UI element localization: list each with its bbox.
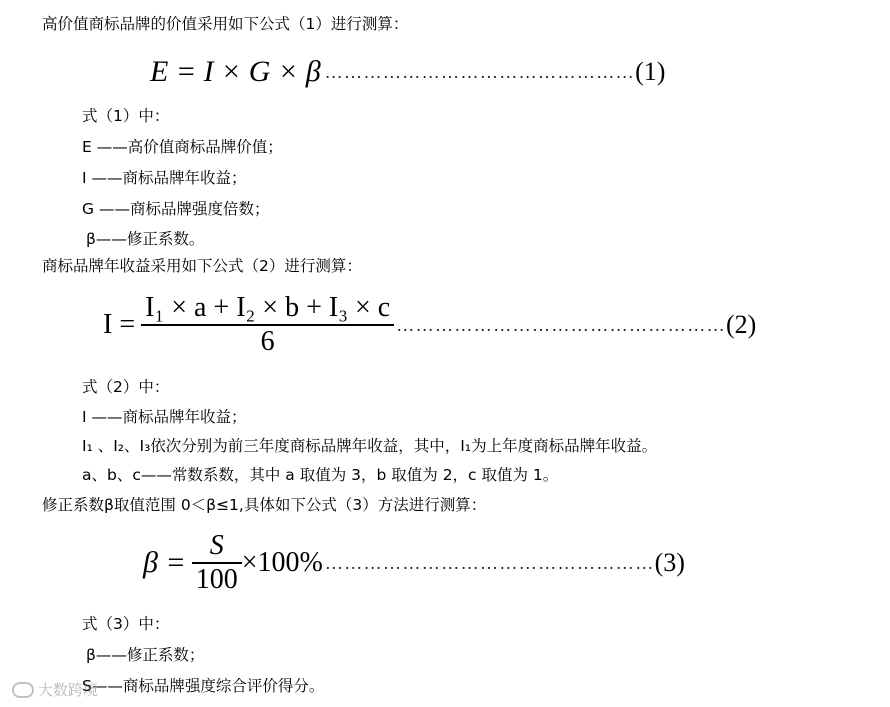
formula-1 — [150, 52, 665, 92]
watermark-logo-icon — [12, 682, 34, 698]
legend-g: G ——商标品牌强度倍数； — [82, 200, 270, 218]
formula-3-multiplier: ×100% — [241, 547, 323, 578]
legend-beta-2: β——修正系数； — [86, 646, 205, 664]
formula-1-expression: E = I × G × β — [150, 55, 321, 88]
formula-3-denominator: 100 — [195, 563, 238, 595]
formula-3-number: (3) — [654, 548, 685, 577]
legend-i-2: I ——商标品牌年收益； — [82, 408, 247, 426]
formula-2-denominator: 6 — [260, 325, 275, 357]
legend-i1-i2-i3: I₁ 、I₂、I₃依次分别为前三年度商标品牌年收益，其中，I₁为上年度商标品牌年收益。 — [82, 437, 658, 455]
formula-1-leader-dots: ………………………………………… — [324, 61, 636, 82]
formula-2-legend-heading: 式（2）中： — [82, 378, 170, 396]
formula-2-fraction — [141, 292, 394, 358]
formula-2 — [103, 284, 756, 366]
legend-e: E ——高价值商标品牌价值； — [82, 138, 283, 156]
legend-abc: a、b、c——常数系数，其中 a 取值为 3，b 取值为 2，c 取值为 1。 — [82, 466, 559, 484]
formula-1-legend-heading: 式（1）中： — [82, 107, 170, 125]
intro-formula-3: 修正系数β取值范围 0＜β≤1,具体如下公式（3）方法进行测算： — [42, 496, 487, 514]
formula-3-numerator: S — [209, 530, 224, 562]
intro-formula-1: 高价值商标品牌的价值采用如下公式（1）进行测算： — [42, 15, 409, 33]
legend-i: I ——商标品牌年收益； — [82, 169, 247, 187]
watermark-text: 大数跨境 — [38, 681, 99, 699]
formula-3-lhs: β = — [143, 546, 186, 579]
formula-3 — [143, 526, 685, 600]
formula-2-lhs: I = — [103, 309, 136, 340]
intro-formula-2: 商标品牌年收益采用如下公式（2）进行测算： — [42, 257, 362, 275]
formula-2-numerator: I₁ × a + I₂ × b + I₃ × c — [145, 292, 391, 324]
formula-3-leader-dots: …………………………………………… — [324, 552, 655, 573]
legend-beta: β——修正系数。 — [86, 230, 205, 248]
formula-3-fraction — [192, 530, 242, 596]
formula-3-legend-heading: 式（3）中： — [82, 615, 170, 633]
legend-s: S——商标品牌强度综合评价得分。 — [82, 677, 325, 695]
formula-2-leader-dots: …………………………………………… — [396, 314, 727, 335]
formula-1-number: (1) — [635, 57, 666, 86]
watermark — [12, 679, 98, 700]
formula-2-number: (2) — [726, 310, 757, 339]
